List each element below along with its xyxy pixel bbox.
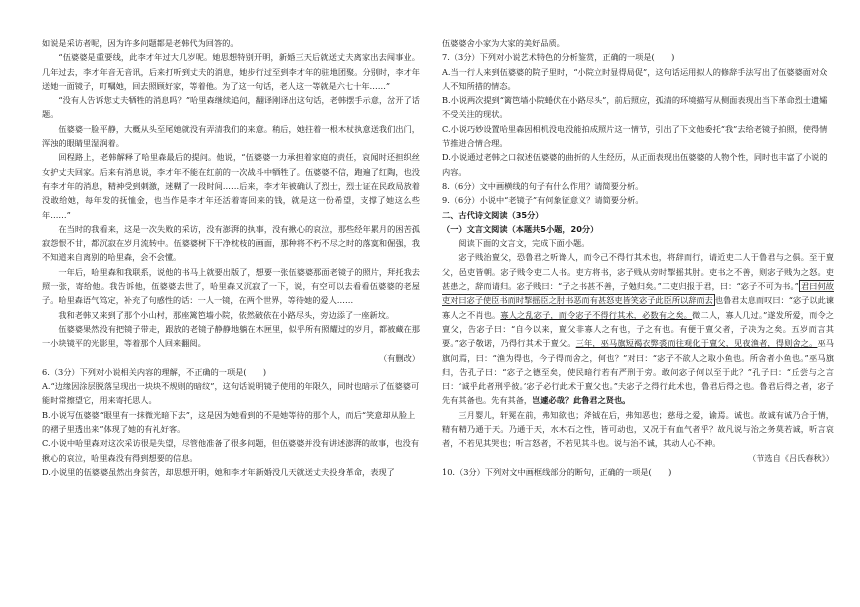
question-7-option-d: D.小说通过老韩之口叙述伍婆婆的曲折的人生经历，从正面表现出伍婆婆的人物个性，同时也丰富了小说的内容。 xyxy=(442,152,828,177)
question-7-option-a: A.当一行人来到伍婆婆的院子里时，“小院立时显得局促”，这句话运用拟人的修辞手法写出了伍婆婆面对众人不知所措的情态。 xyxy=(442,66,828,91)
question-7: 7.（3分）下列对小说艺术特色的分析鉴赏，正确的一项是( ) xyxy=(442,52,675,63)
classical-text: 也 xyxy=(714,295,724,306)
question-8: 8.（6分）文中画横线的句子有什么作用？请简要分析。 xyxy=(442,180,644,191)
passage-paragraph: “没有人告诉您丈夫牺牲的消息吗？”哈里森继续追问，翻译刚译出这句话，老韩摆手示意，岔开了话题。 xyxy=(42,95,420,120)
section-heading: 二、古代诗文阅读（35分） xyxy=(442,209,544,220)
passage-paragraph: 如说是采访者呢，因为许多问题都是老韩代为回答的。 xyxy=(42,38,239,48)
classical-text: 宓子贱治亶父，恐鲁君之听谗人，而令己不得行其术也，将辞而行，请近吏二人于鲁君与之俱。至于亶父，邑吏皆朝。宓子贱令吏二人书。吏方将书，宓子贱从旁时掣摇其肘。吏书之不善，则宓子贱为之怒。吏甚患之，辞而请归。宓子贱曰：“子之书甚不善，子勉归矣。”二吏归报于君，曰：“宓子不可为书。” xyxy=(442,252,834,292)
source-note: （节选自《吕氏春秋》） xyxy=(748,452,834,463)
question-7-option-c: C.小说巧妙设置哈里森因相机没电没能拍成照片这一情节，引出了下文他委托“我”去给老镜子拍照，使得情节推进合情合理。 xyxy=(442,123,828,149)
underlined-sentence: 寡人之乱宓子，而令宓子不得行其术，必数有之矣。 xyxy=(500,309,693,320)
reading-instruction: 阅读下面的文言文，完成下面小题。 xyxy=(458,238,590,249)
question-6-option-a: A.“边缘因涂层脱落呈现出一块块不规则的暗纹”，这句话说明镜子使用的年限久，同时也暗示了伍婆婆可能时常擦望它，用来寄托思人。 xyxy=(42,381,420,406)
classical-paragraph: 三月婴儿，轩冕在前，弗知欲也；斧钺在后，弗知恶也；慈母之爱，谕焉。诚也。故诚有诚乃合于情，精有精乃通于天。乃通于天，水木石之性，皆可动也，又况于有血气者乎？故凡说与治之务莫若诚，听言哀者，不若见其哭也；听言怒者，不若见其斗也。说与治不诚，其动人心不神。 xyxy=(442,409,834,449)
classical-text: 巫马旗问焉，曰：“渔为得也，今子得而舍之，何也？”对曰：“宓子不欲人之取小鱼也。所舍者小鱼也。”巫马旗归，告孔子曰：“宓子之德至矣，使民暗行若有严刑于旁。敢问宓子何以至于此？”孔子曰：“丘尝与之言曰：‘诚乎此者刑乎彼。’宓子必行此术于亶父也。”夫宓子之得行此术也，鲁君后得之也。鲁君后得之者，宓子先有其备也。先有其备， xyxy=(442,338,834,406)
classical-text: 鲁君太息而叹曰：“宓子以此谏寡人之不肖也。 xyxy=(442,295,834,320)
question-9: 9.（6分）小说中“老镜子”有何象征意义？请简要分析。 xyxy=(442,195,644,206)
boxed-sentence: 君曰何故吏对曰宓子使臣书而时掣摇臣之肘书恶而有甚怒吏皆笑宓子此臣所以辞而去 xyxy=(442,281,834,306)
passage-paragraph: 伍婆婆果然没有把镜子带走，跟放的老镜子静静地躺在木匣里，似乎所有照耀过的岁月，都被藏在那一小块镜平的光影里，等着那个人回来翻阅。 xyxy=(42,323,420,349)
classical-paragraph xyxy=(442,250,834,407)
passage-paragraph: 一年后，哈里森和我联系，说他的书马上就要出版了，想要一张伍婆婆那面老镜子的照片，拜托我去照一张，寄给他。我告诉他，伍婆婆去世了，哈里森又沉寂了一下，说，有空可以去看看伍婆婆的老屋子。哈里森语气笃定，补充了句感性的话：一人一镜，在两个世界，等待她的爱人…… xyxy=(42,266,420,306)
underlined-sentence: 三年，巫马旗短褐衣弊裘而往观化于亶父，见夜渔者，得则舍之。 xyxy=(575,338,818,349)
passage-paragraph: 在当时的我看来，这是一次失败的采访，没有澎湃的执事，没有揪心的哀泣，那些经年累月的困苦孤寂怨恨不甘，都沉寂在岁月流转中。伍婆婆树下干净枕枝的画面，那种将不朽不尽之时的落寞和倔强，我不知道来自离别的哈里森，会不会懂。 xyxy=(42,223,420,263)
passage-paragraph: “伍婆婆是重要线，此李才年过大几岁呢。她思想特别开明，新婚三天后就送丈夫离家出去闯事业。几年过去，李才年音无音讯，后来打听到丈夫的消息，她步行过至到李才年的驻地团聚。分别时，李才年送她一面镜子，叮嘱她，回去照顾好家，等着他。为了这一句话，老人这一等就是六七十年……” xyxy=(42,52,420,91)
right-column xyxy=(442,36,834,479)
question-6-option-d: D.小说里的伍婆婆虽然出身贫苦，却思想开明，她和李才年新婚没几天就送丈夫投身革命，表现了 xyxy=(42,466,395,477)
question-7-option-b: B.小说两次提到“篱笆墙小院蜷伏在小路尽头”，前后照应，孤清的环境描写从侧面表现出当下革命烈士遗孀不受关注的现状。 xyxy=(442,95,828,120)
passage-paragraph: 伍婆婆一脸平静，大概从头至尾她就没有弄清我们的来意。稍后，她拄着一根木杖执意送我们出门，浑浊的眼睛里湿润着。 xyxy=(42,123,420,149)
question-6-option-c: C.小说中哈里森对这次采访很是失望，尽管他准备了很多问题，但伍婆婆并没有讲述澎湃的故事，也没有揪心的哀泣，哈里森没有得到想要的信息。 xyxy=(42,438,420,463)
classical-text: 微二人，寡人几过。”遂发所爱，而令之亶父，告宓子曰：“自今以来，亶父非寡人之有也，子之有也。有便于亶父者，子决为之矣。五岁而言其要。”宓子敬诺，乃得行其术于亶父。 xyxy=(442,309,834,349)
subsection-heading: （一）文言文阅读（本题共5小题，20分） xyxy=(442,223,599,234)
bold-text: 岂遽必哉？此鲁君之贤也。 xyxy=(532,395,631,406)
question-6-option-b: B.小说写伍婆婆“眼里有一抹微光暗下去”，这是因为她看到的不是她等待的那个人，而后“笑意却从脸上的褶子里透出来”体现了她的有礼好客。 xyxy=(42,409,416,435)
edit-note: （有删改） xyxy=(379,352,420,363)
question-10: 10.（3分）下列对文中画框线部分的断句，正确的一项是( ) xyxy=(442,466,672,477)
question-6: 6.（3分）下列对小说相关内容的理解，不正确的一项是( ) xyxy=(42,366,267,377)
question-6-option-d-continued: 伍婆婆舍小家为大家的美好品质。 xyxy=(442,38,565,48)
passage-paragraph: 我和老韩又来到了那个小山村，那座篱笆墙小院，依然破依在小路尽头，旁边添了一座新坟。 xyxy=(58,309,395,320)
left-column xyxy=(42,36,420,479)
passage-paragraph: 回程路上，老韩解释了哈里森最后的提问。他说，“伍婆婆一力承担着家庭的责任，哀闻时还担织丝女护丈夫回家。后来有消息说，李才年不能在红前的一次战斗中牺牲了。伍婆婆不信，跑遍了红陶，也没有李才年的消息，精神受到刺激，迷糊了一段时间……后来，李才年被确认了烈士，烈士证在民政局放着没敢给她，每年发的抚恤金，也当作是李才年还活着寄回来的钱，就是这一份希望，支撑了她这么些年……” xyxy=(42,152,420,220)
